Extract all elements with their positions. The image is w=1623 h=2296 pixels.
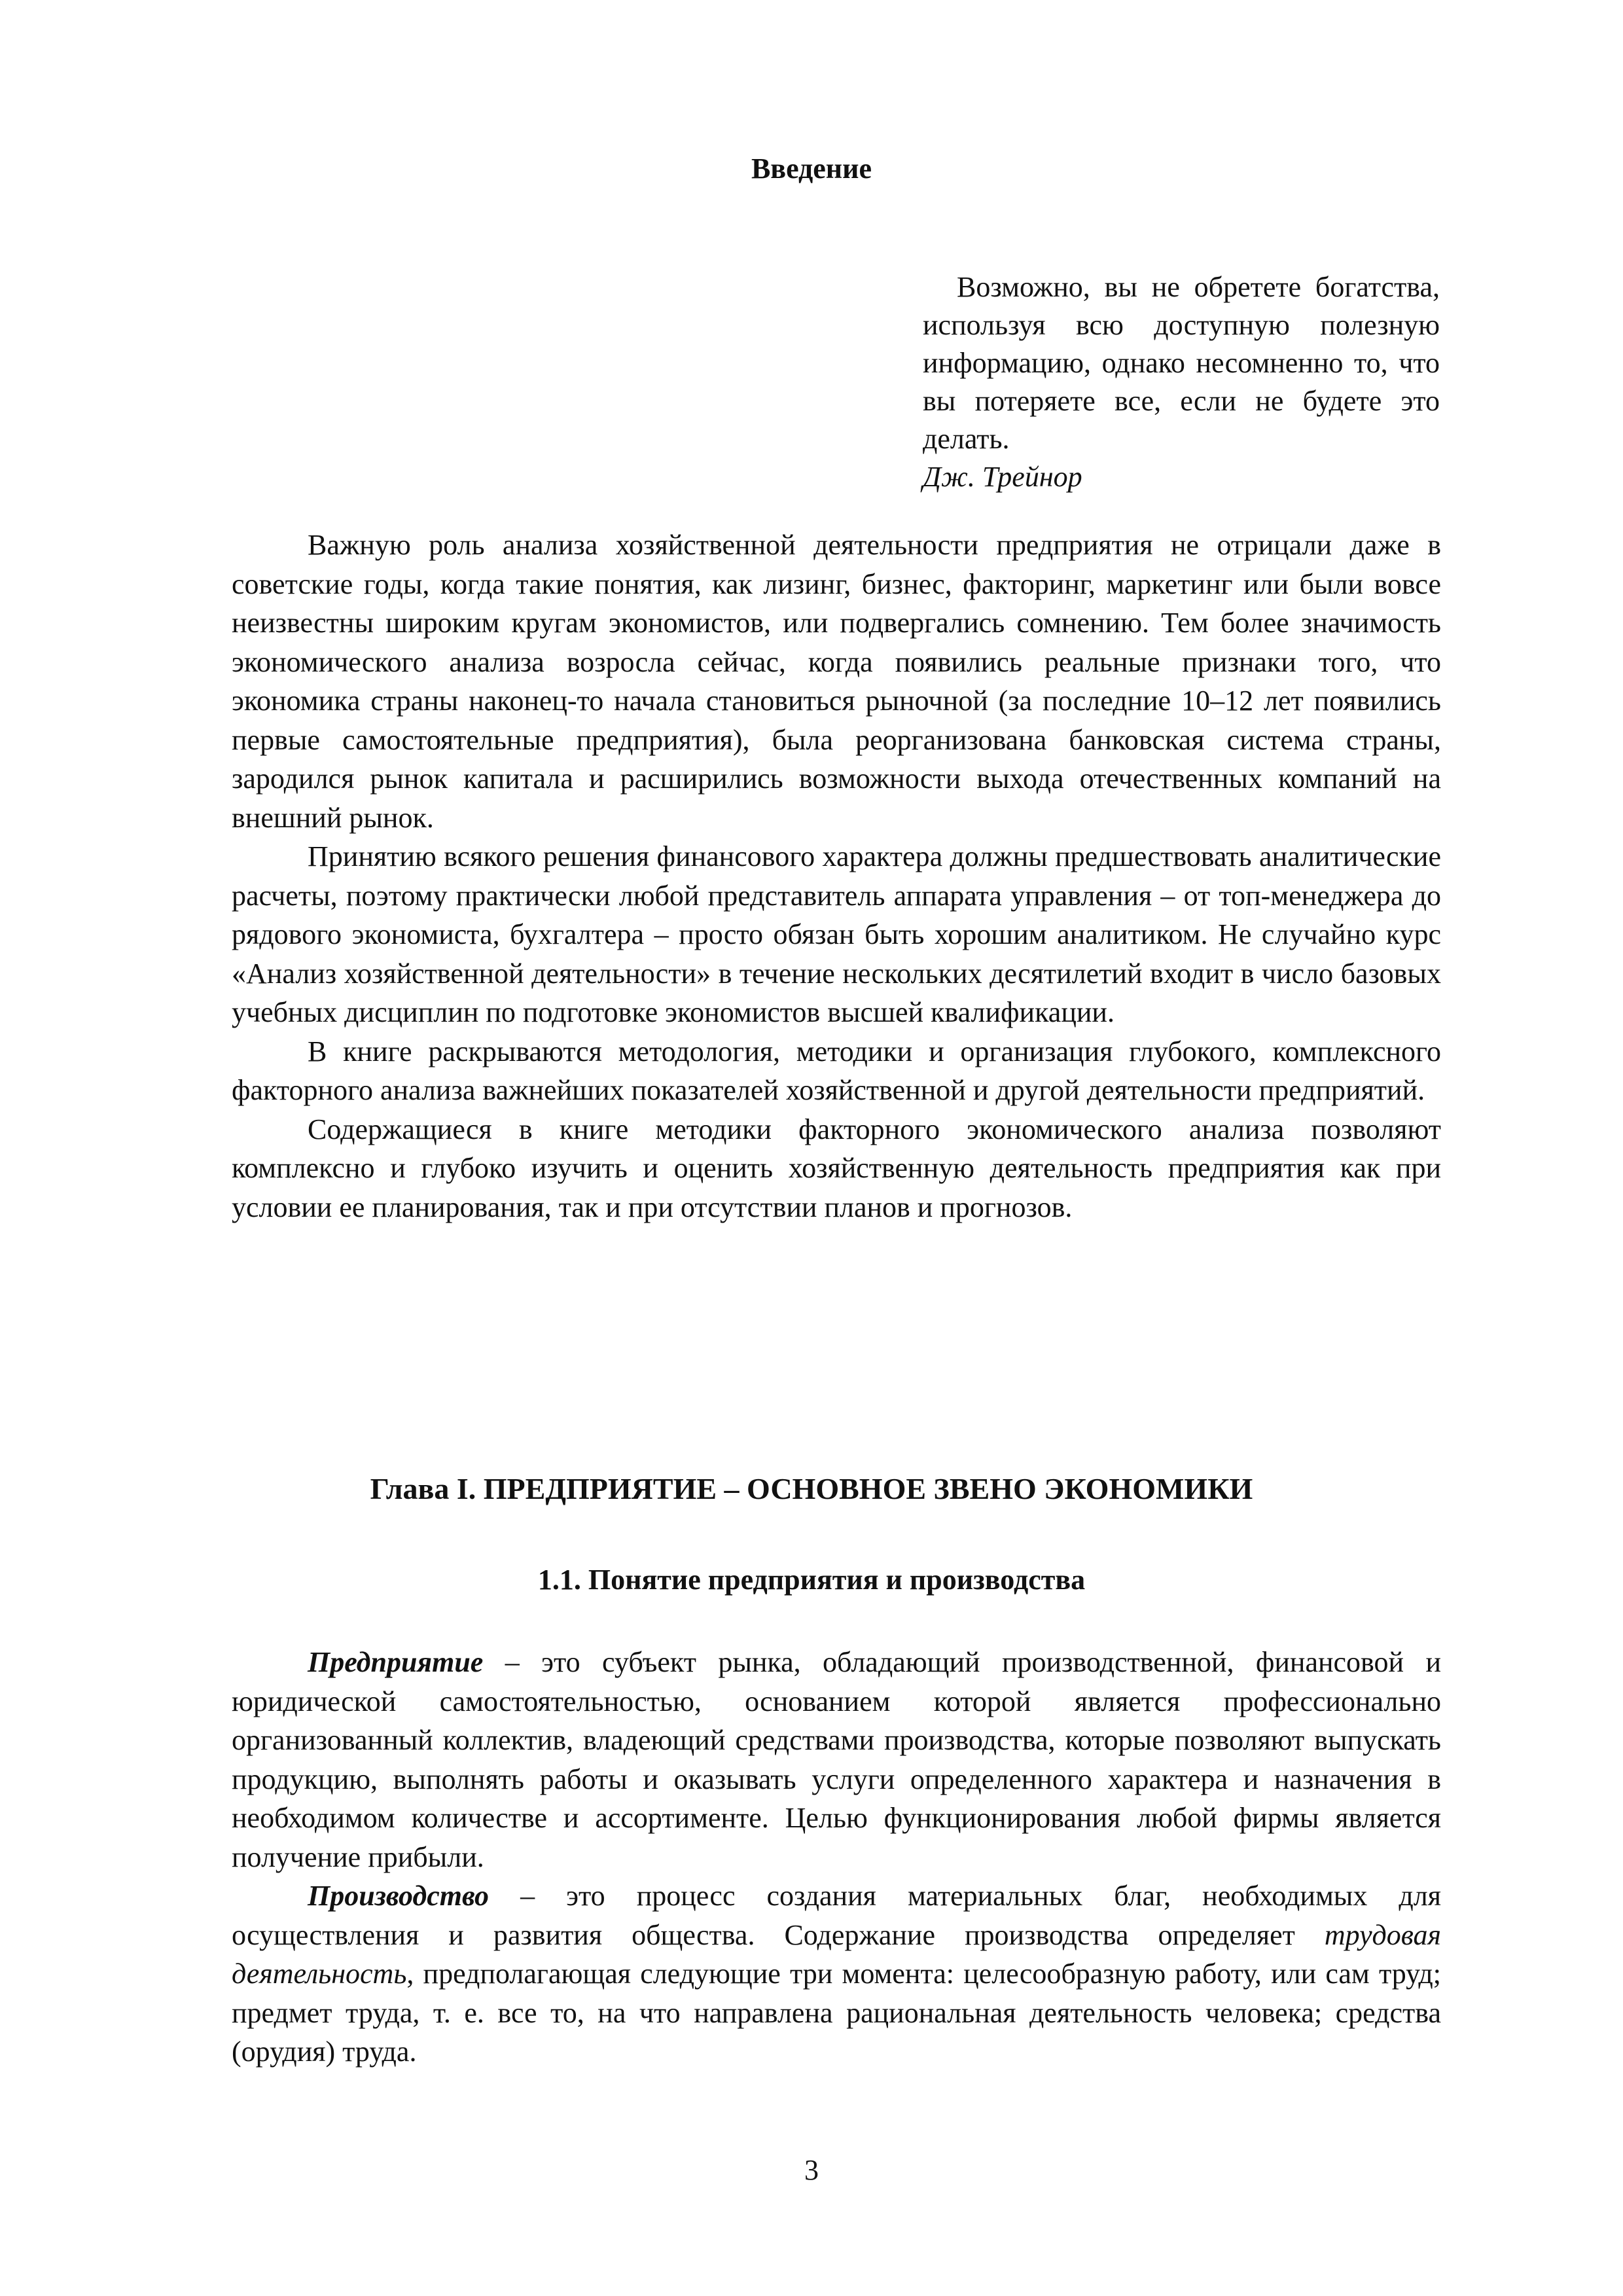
epigraph-text: Возможно, вы не обретете богатства, используя всю доступную полезную информацию, однако несомненно то, что вы потеряете все, если не будете это делать.	[923, 271, 1440, 455]
page-number: 3	[804, 2154, 819, 2186]
emphasis-labor-activity: трудовая деятельность	[232, 1918, 1441, 1990]
introduction-heading: Введение	[751, 152, 872, 185]
chapter-title: Глава I. ПРЕДПРИЯТИЕ – ОСНОВНОЕ ЗВЕНО ЭКОНОМИКИ	[370, 1472, 1253, 1505]
term-enterprise: Предприятие	[308, 1646, 484, 1678]
epigraph-author: Дж. Трейнор	[923, 461, 1082, 493]
definition-text: , предполагающая следующие три момента: целесообразную работу, или сам труд; предмет труда, т. е. все то, на что направлена рациональная деятельность человека; средства (орудия) труда.	[232, 1958, 1441, 2068]
chapter-body	[232, 1643, 1441, 2072]
definition-text: – это субъект рынка, обладающий производственной, финансовой и юридической самостоятельностью, основанием которой является профессионально организованный коллектив, владеющий средствами производства, которые позволяют выпускать продукцию, выполнять работы и оказывать услуги определенного характера и назначения в необходимом количестве и ассортименте. Целью функционирования любой фирмы является получение прибыли.	[232, 1646, 1441, 1873]
paragraph: Содержащиеся в книге методики факторного экономического анализа позволяют комплексно и глубоко изучить и оценить хозяйственную деятельность предприятия как при условии ее планирования, так и при отсутствии планов и прогнозов.	[232, 1113, 1441, 1223]
introduction-body	[232, 526, 1441, 1227]
paragraph-production-definition	[232, 1876, 1441, 2072]
paragraph-enterprise-definition	[232, 1643, 1441, 1876]
term-production: Производство	[308, 1880, 490, 1912]
paragraph: Важную роль анализа хозяйственной деятельности предприятия не отрицали даже в советские годы, когда такие понятия, как лизинг, бизнес, факторинг, маркетинг или были вовсе неизвестны широким кругам экономистов, или подвергались сомнению. Тем более значимость экономического анализа возросла сейчас, когда появились реальные признаки того, что экономика страны наконец-то начала становиться рыночной (за последние 10–12 лет появились первые самостоятельные предприятия), была реорганизована банковская система страны, зародился рынок капитала и расширились возможности выхода отечественных компаний на внешний рынок.	[232, 529, 1441, 834]
paragraph: В книге раскрываются методология, методики и организация глубокого, комплексного факторного анализа важнейших показателей хозяйственной и другой деятельности предприятий.	[232, 1035, 1441, 1106]
paragraph: Принятию всякого решения финансового характера должны предшествовать аналитические расчеты, поэтому практически любой представитель аппарата управления – от топ-менеджера до рядового экономиста, бухгалтера – просто обязан быть хорошим аналитиком. Не случайно курс «Анализ хозяйственной деятельности» в течение нескольких десятилетий входит в число базовых учебных дисциплин по подготовке экономистов высшей квалификации.	[232, 840, 1441, 1028]
section-title: 1.1. Понятие предприятия и производства	[537, 1564, 1086, 1596]
definition-text: – это процесс создания материальных благ, необходимых для осуществления и развития общества. Содержание производства определяет	[232, 1880, 1441, 1951]
epigraph	[923, 268, 1440, 496]
